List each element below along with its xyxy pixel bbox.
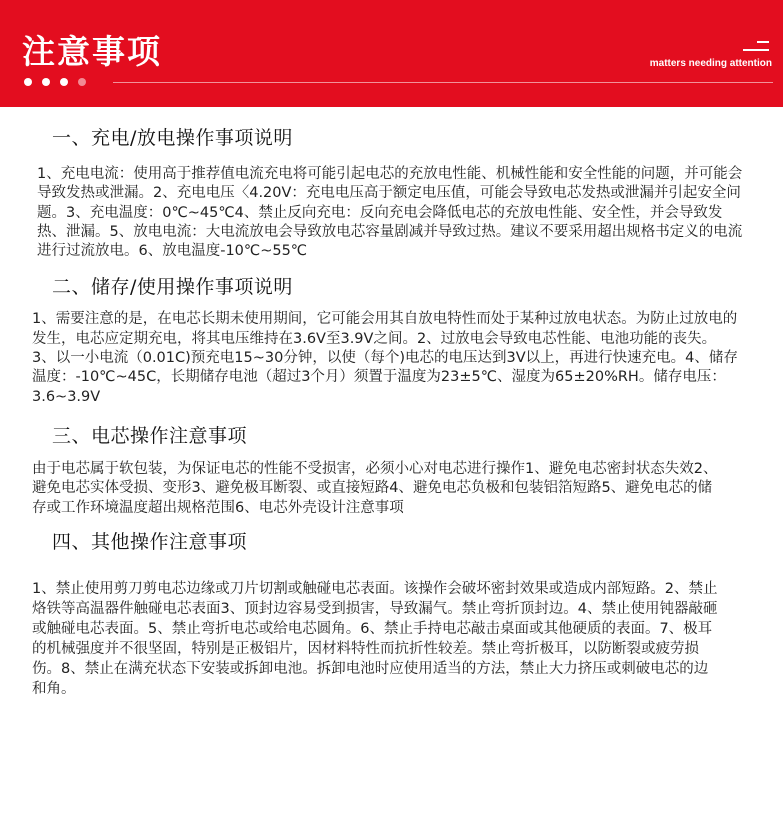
section-storage-usage xyxy=(0,274,783,406)
section-body: 1、需要注意的是，在电芯长期未使用期间，它可能会用其自放电特性而处于某种过放电状态。为防止过放电的发生，电芯应定期充电，将其电压维持在3.6V至3.9V之间。2、过放电会导致电芯性能、电池功能的丧失。3、以一小电流（0.01C)预充电15~30分钟，以使（每个)电芯的电压达到3V以上，再进行快速充电。4、储存温度：-10℃~45C，长期储存电池（超过3个月）须置于温度为23±5℃、湿度为65±20%RH。储存电压：3.6~3.9V xyxy=(32,311,738,405)
pager-dot-2 xyxy=(42,78,50,86)
section-charge-discharge xyxy=(0,125,783,261)
section-body: 1、禁止使用剪刀剪电芯边缘或刀片切割或触碰电芯表面。该操作会破坏密封效果或造成内部短路。2、禁止烙铁等高温器件触碰电芯表面3、顶封边容易受到损害，导致漏气。禁止弯折顶封边。4、禁止使用钝器敲砸或触碰电芯表面。5、禁止弯折电芯或给电芯圆角。6、禁止手持电芯敲击桌面或其他硬质的表面。7、极耳的机械强度并不很坚固，特别是正极铝片，因材料特性而抗折性较差。禁止弯折极耳，以防断裂或疲劳损伤。8、禁止在满充状态下安装或拆卸电池。拆卸电池时应使用适当的方法，禁止大力挤压或刺破电芯的边和角。 xyxy=(32,580,718,697)
section-heading: 三、电芯操作注意事项 xyxy=(52,424,248,447)
pager-dot-4 xyxy=(78,78,86,86)
section-other-precautions xyxy=(0,529,783,699)
section-body: 1、充电电流：使用高于推荐值电流充电将可能引起电芯的充放电性能、机械性能和安全性能的问题，并可能会导致发热或泄漏。2、充电电压〈4.20V：充电电压高于额定电压值，可能会导致电芯发热或泄漏并引起安全问题。3、充电温度：0℃~45℃4、禁止反向充电：反向充电会降低电芯的充放电性能、安全性，并会导致发热、泄漏。5、放电电流：大电流放电会导致放电芯容量剧减并导致过热。建议不要采用超出规格书定义的电流进行过流放电。6、放电温度-10℃~55℃ xyxy=(37,166,743,260)
header-banner xyxy=(0,0,783,107)
section-heading: 一、充电/放电操作事项说明 xyxy=(52,127,293,149)
content xyxy=(0,125,783,699)
section-heading: 二、储存/使用操作事项说明 xyxy=(52,276,293,299)
section-heading: 四、其他操作注意事项 xyxy=(52,530,248,553)
section-cell-handling xyxy=(0,423,783,518)
hamburger-menu-icon[interactable] xyxy=(743,41,769,57)
page-subtitle: matters needing attention xyxy=(649,58,772,69)
pager-dots xyxy=(24,78,86,86)
section-body: 由于电芯属于软包装，为保证电芯的性能不受损害，必须小心对电芯进行操作1、避免电芯密封状态失效2、避免电芯实体受损、变形3、避免极耳断裂、或直接短路4、避免电芯负极和包装铝箔短路5、避免电芯的储存或工作环境温度超出规格范围6、电芯外壳设计注意事项 xyxy=(32,460,718,516)
header-divider xyxy=(113,82,773,83)
pager-dot-3 xyxy=(60,78,68,86)
pager-dot-1 xyxy=(24,78,32,86)
page-title: 注意事项 xyxy=(22,32,162,71)
